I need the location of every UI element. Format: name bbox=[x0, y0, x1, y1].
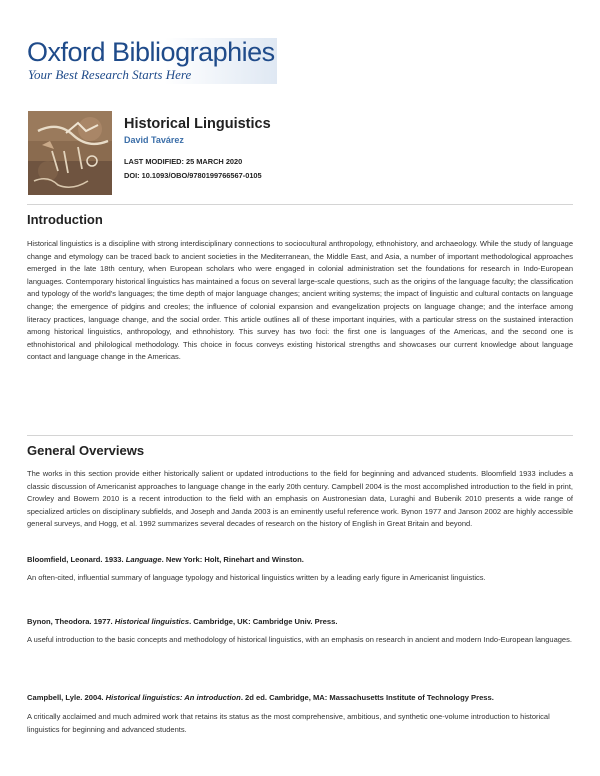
introduction-heading: Introduction bbox=[27, 212, 103, 227]
citation-publisher: . New York: Holt, Rinehart and Winston. bbox=[161, 555, 304, 564]
general-overviews-text: The works in this section provide either historically salient or updated introductions to the field for beginning and advanced students. Bloomfield 1933 includes a classic discussion of Americanist approaches to language change in the early 20th century. Campbell 2004 is the most accomplished introduction to the field in print, Crowley and Bowern 2010 is a recent introduction to the field with an emphasis on Austronesian data, Luraghi and Bubenik 2010 presents a wide range of specialized articles on disciplinary subfields, and Joseph and Janda 2003 is an eminently useful reference work. Bynon 1977 and Janson 2002 are highly accessible general surveys, and Hogg, et al. 1992 summarizes several decades of research on the history of English in Great Britain and beyond. bbox=[27, 469, 573, 529]
last-modified: LAST MODIFIED: 25 MARCH 2020 bbox=[124, 157, 243, 166]
brand-tagline: Your Best Research Starts Here bbox=[28, 67, 192, 82]
citation-author-year: Bynon, Theodora. 1977. bbox=[27, 617, 115, 626]
article-author[interactable]: David Tavárez bbox=[124, 135, 184, 145]
divider bbox=[27, 204, 573, 205]
citation-work: Historical linguistics: An introduction bbox=[105, 693, 241, 702]
article-title: Historical Linguistics bbox=[124, 116, 271, 132]
citation-publisher: . Cambridge, UK: Cambridge Univ. Press. bbox=[189, 617, 338, 626]
general-overviews-heading: General Overviews bbox=[27, 443, 145, 458]
citation-author-year: Campbell, Lyle. 2004. bbox=[27, 693, 106, 702]
citation-title bbox=[27, 555, 573, 564]
citation-annotation: A critically acclaimed and much admired work that retains its status as the most comprehensive, ambitious, and synthetic one-volume introduction to historical linguistics for beginning and advanced students. bbox=[27, 712, 550, 734]
citation-publisher: . 2d ed. Cambridge, MA: Massachusetts Institute of Technology Press. bbox=[240, 693, 494, 702]
citation-annotation: A useful introduction to the basic concepts and methodology of historical linguistics, with an emphasis on research in ancient and modern Indo-European languages. bbox=[27, 635, 572, 644]
citation-work: Language bbox=[125, 555, 162, 564]
citation-annotation: An often-cited, influential summary of language typology and historical linguistics written by a leading early figure in Americanist linguistics. bbox=[27, 573, 486, 582]
introduction-text: Historical linguistics is a discipline with strong interdisciplinary connections to sociocultural anthropology, ethnohistory, and archaeology. While the study of language change and etymology can be traced back to ancient societies in the Mediterranean, the Middle East, and Asia, a number of important methodological approaches emerged in the late 18th century, when European scholars who were engaged in colonial administration set the foundations for research in Indo-European languages. Contemporary historical linguistics has maintained a focus on several large-scale questions, such as the origins of the language faculty; the classification and typology of the world's languages; the time depth of major language changes; ancient writing systems; the impact of linguistic and cultural contacts on language change; the emergence of pidgins and creoles; the influence of colonial expansion and evangelization projects on language change; and the interface among literacy practices, language change, and the social order. This article outlines all of these important inquiries, with a particular stress on the sustained interaction among historical linguistics, anthropology, and ethnohistory. This survey has two foci: the first one is languages of the Americas, and the second one is ethnohistorical and philological methodology. This choice in focus conveys existing historical strengths and showcases our current knowledge about language contact and language change in the Americas. bbox=[27, 239, 573, 362]
divider bbox=[27, 435, 573, 436]
article-doi: DOI: 10.1093/OBO/9780199766567-0105 bbox=[124, 171, 262, 180]
site-logo[interactable] bbox=[27, 38, 277, 84]
article-cover-image bbox=[28, 111, 112, 195]
citation-work: Historical linguistics bbox=[114, 617, 190, 626]
citation-title bbox=[27, 693, 573, 702]
brand-name: Oxford Bibliographies bbox=[27, 37, 275, 67]
citation-title bbox=[27, 617, 573, 626]
citation-author-year: Bloomfield, Leonard. 1933. bbox=[27, 555, 126, 564]
